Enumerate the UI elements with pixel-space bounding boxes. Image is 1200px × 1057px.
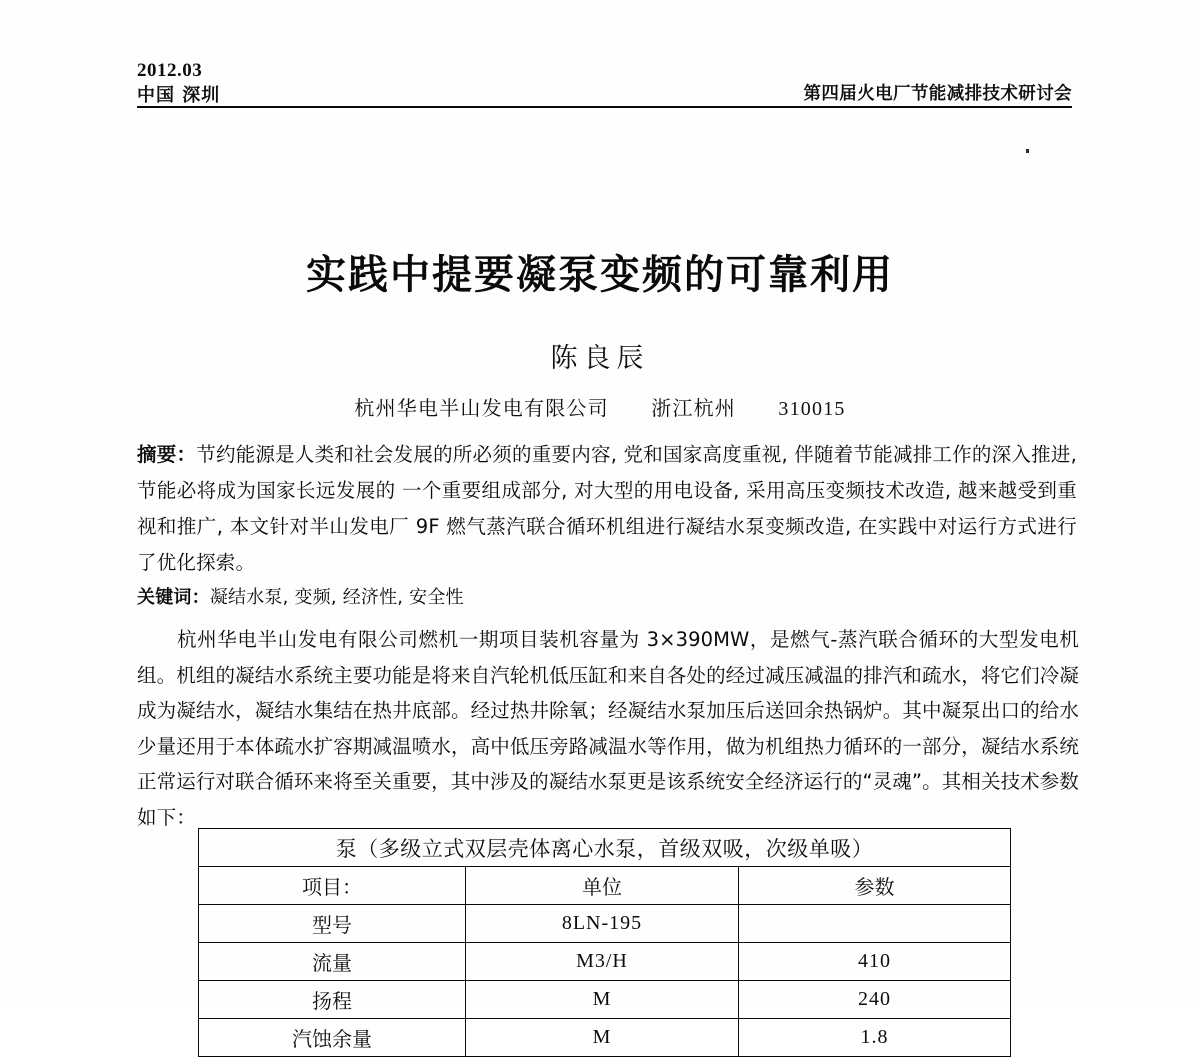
table-caption-cell: 泵（多级立式双层壳体离心水泵，首级双吸，次级单吸） — [199, 829, 1011, 867]
abstract-label: 摘要： — [137, 443, 197, 466]
table-caption-row — [199, 829, 1011, 867]
column-header-item: 项目： — [199, 867, 466, 905]
table-body — [199, 829, 1011, 1057]
cell-unit: M — [466, 981, 739, 1019]
column-header-value: 参数 — [739, 867, 1011, 905]
column-header-unit: 单位 — [466, 867, 739, 905]
abstract-text: 节约能源是人类和社会发展的所必须的重要内容, 党和国家高度重视, 伴随着节能减排工作的深入推进, 节能必将成为国家长远发展的 一个重要组成部分, 对大型的用电设备, 采用高压变频技术改造, 越来越受到重视和推广, 本文针对半山发电厂 9F 燃气蒸汽联合循环机组进行凝结水泵变频改造, 在实践中对运行方式进行了优化探索。 — [137, 443, 1077, 574]
cell-item: 扬程 — [199, 981, 466, 1019]
author-affiliation: 杭州华电半山发电有限公司 浙江杭州 310015 — [354, 398, 846, 420]
author-name: 陈良辰 — [550, 343, 650, 373]
abstract-block — [137, 437, 1077, 581]
keywords-text: 凝结水泵, 变频, 经济性, 安全性 — [209, 587, 464, 608]
cell-unit: M — [466, 1019, 739, 1057]
table-row — [199, 905, 1011, 943]
keywords-label: 关键词： — [137, 587, 210, 608]
header-divider-rule — [137, 106, 1072, 108]
pump-parameters-table-wrapper — [198, 828, 1010, 1057]
cell-value: 410 — [739, 943, 1011, 981]
cell-value: 240 — [739, 981, 1011, 1019]
header-left-block — [137, 58, 220, 108]
cell-unit: 8LN-195 — [466, 905, 739, 943]
pump-parameters-table — [198, 828, 1011, 1057]
table-row — [199, 1019, 1011, 1057]
header-date: 2012.03 — [137, 60, 203, 81]
keywords-block — [137, 583, 1077, 613]
table-row — [199, 943, 1011, 981]
body-paragraph: 杭州华电半山发电有限公司燃机一期项目装机容量为 3×390MW，是燃气-蒸汽联合循环的大型发电机组。机组的凝结水系统主要功能是将来自汽轮机低压缸和来自各处的经过减压减温的排汽和疏水，将它们冷凝成为凝结水，凝结水集结在热井底部。经过热井除氧；经凝结水泵加压后送回余热锅炉。其中凝泵出口的给水少量还用于本体疏水扩容期减温喷水，高中低压旁路减温水等作用，做为机组热力循环的一部分，凝结水系统正常运行对联合循环来将至关重要，其中涉及的凝结水泵更是该系统安全经济运行的“灵魂”。其相关技术参数如下： — [137, 628, 1079, 829]
cell-unit: M3/H — [466, 943, 739, 981]
table-header-row — [199, 867, 1011, 905]
cell-value: 1.8 — [739, 1019, 1011, 1057]
header-city: 中国 深圳 — [137, 85, 221, 107]
table-row — [199, 981, 1011, 1019]
header-conference-name: 第四届火电厂节能减排技术研讨会 — [803, 84, 1072, 104]
page-title: 实践中提要凝泵变频的可靠利用 — [306, 252, 894, 298]
page-header — [137, 58, 1072, 106]
cell-item: 汽蚀余量 — [199, 1019, 466, 1057]
scan-artifact-dot — [1026, 149, 1029, 153]
cell-item: 流量 — [199, 943, 466, 981]
cell-item: 型号 — [199, 905, 466, 943]
cell-value — [739, 905, 1011, 943]
